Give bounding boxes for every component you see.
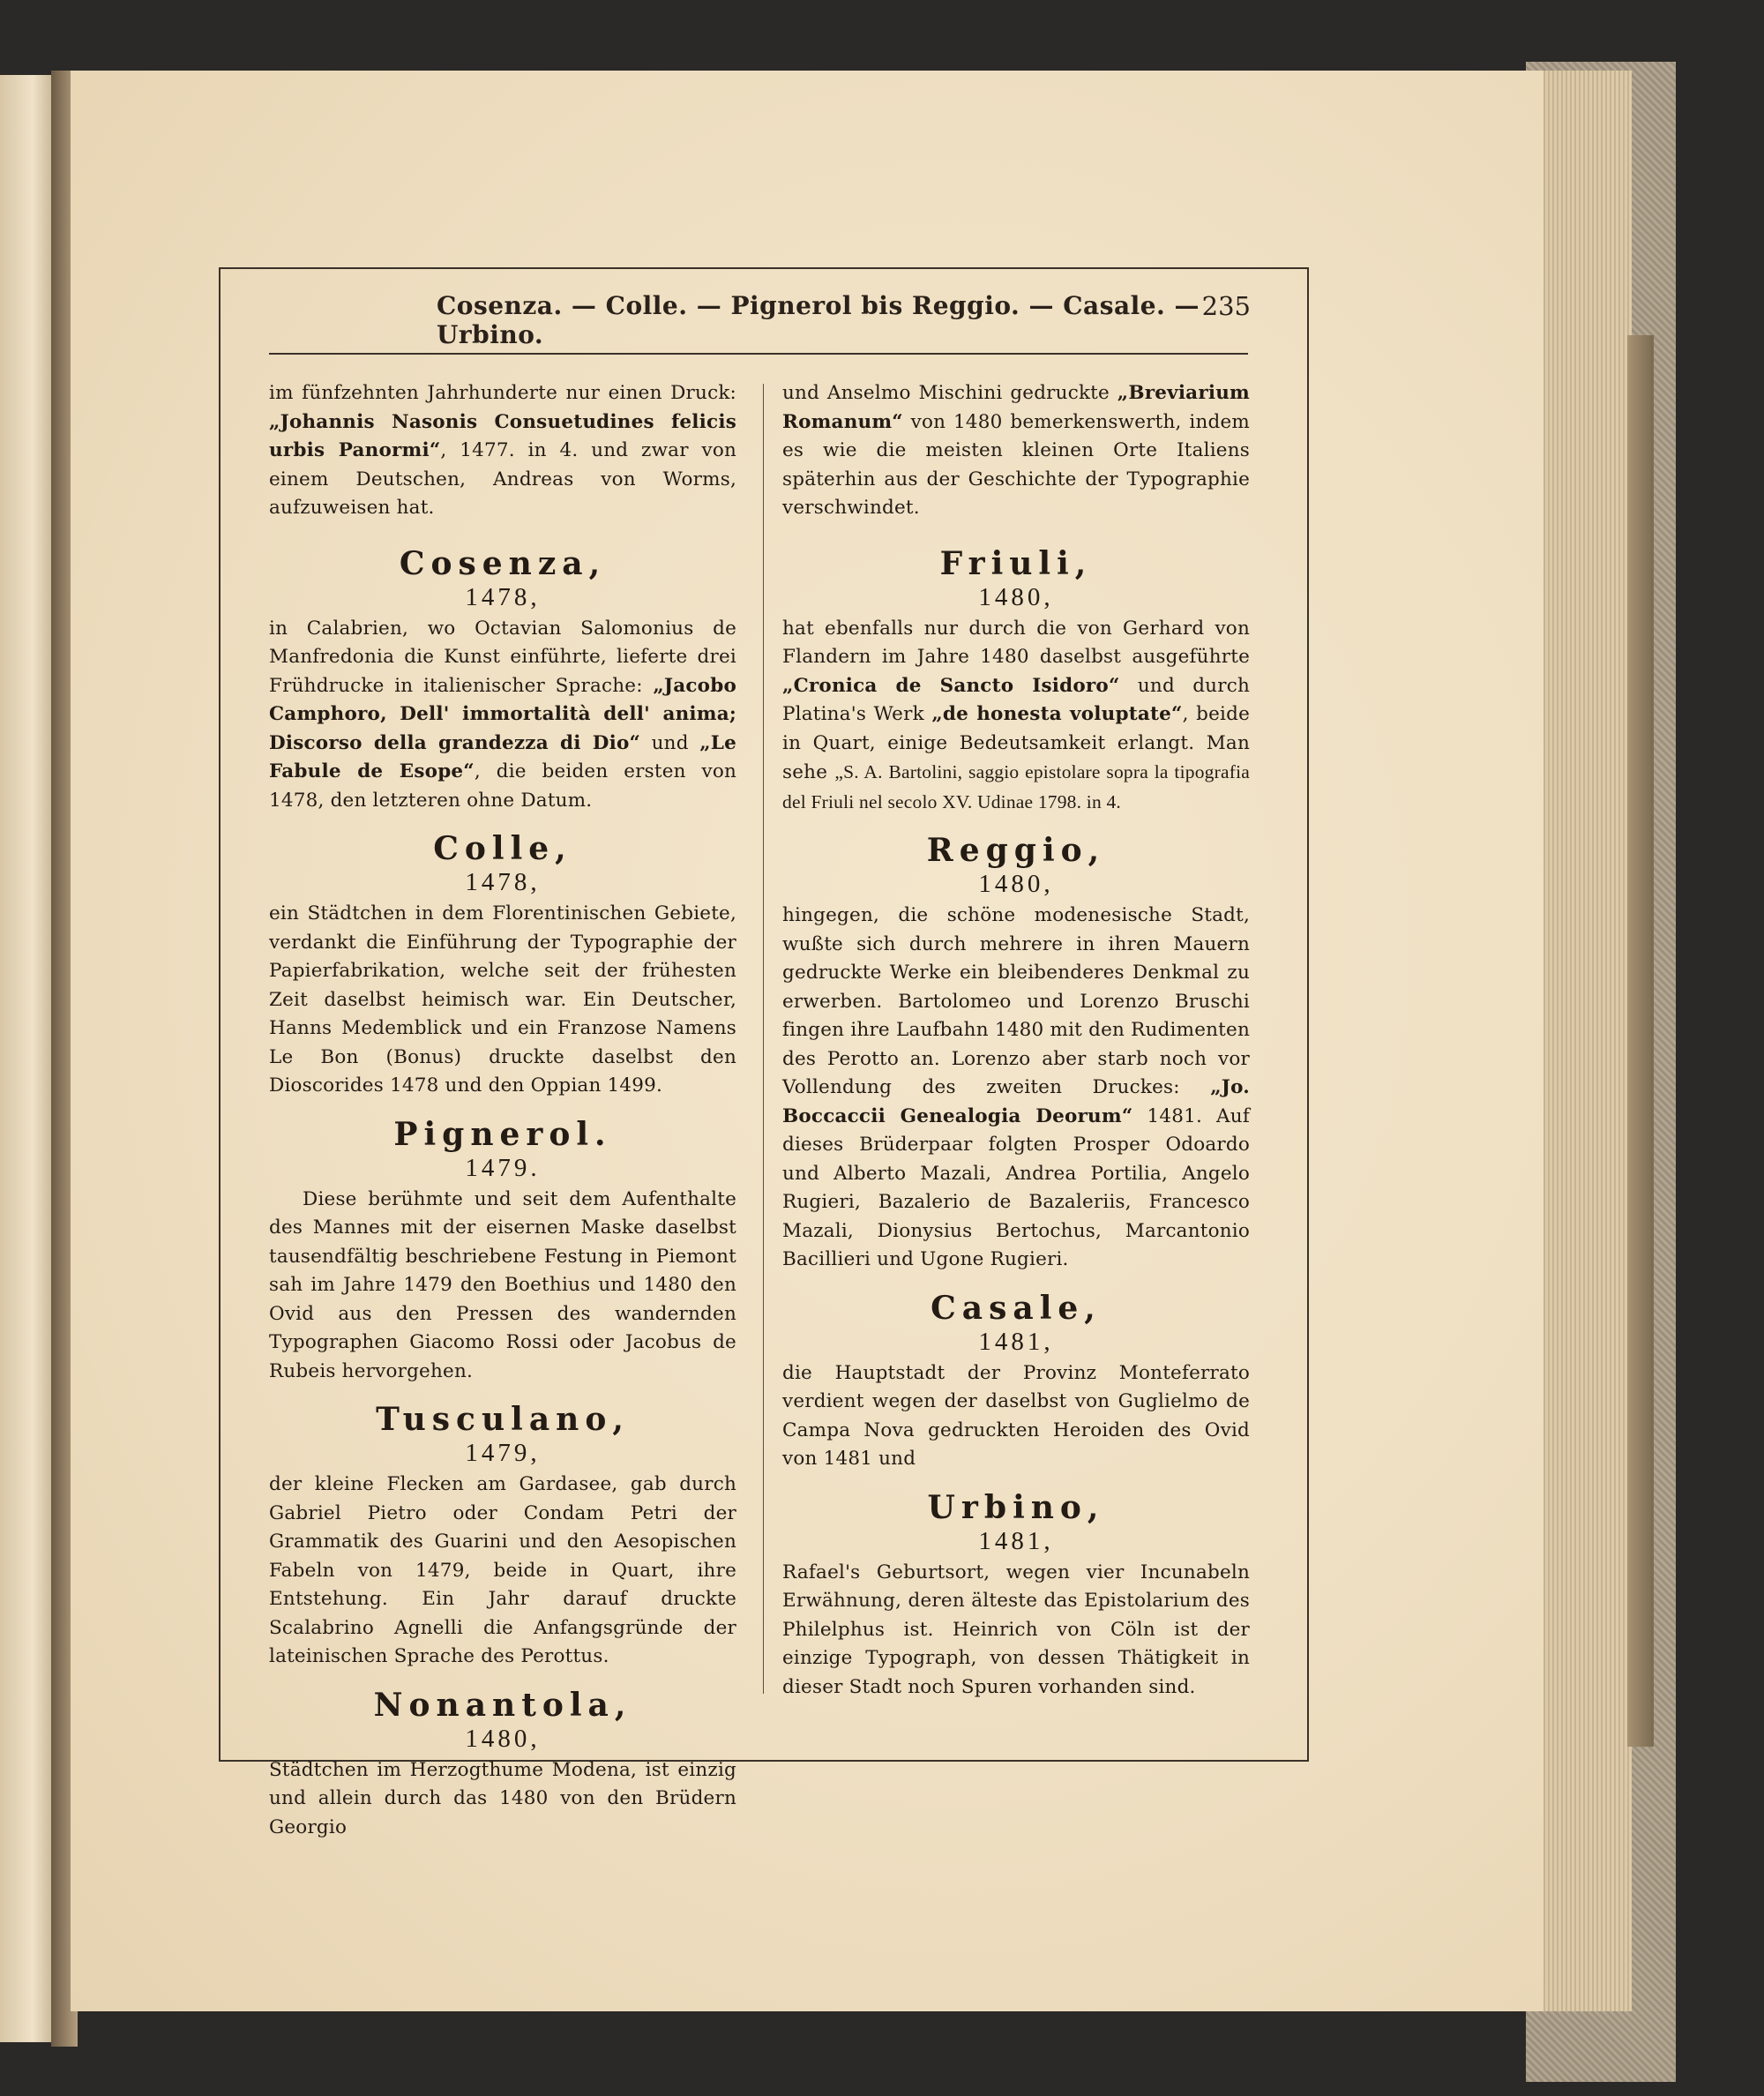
page-stack-shadow xyxy=(1627,335,1654,1747)
left-column xyxy=(269,379,736,1842)
reggio-text: hingegen, die schöne modenesische Stadt, wußte sich durch mehrere in ihren Mauern gedruckte Werke ein bleibenderes Denkmal zu erwerben. Bartolomeo und Lorenzo Bruschi fingen ihre Laufbahn 1480 mit den Rudimenten des Perotto an. Lorenzo aber starb noch vor Vollendung des zweiten Druckes: xyxy=(782,904,1250,1098)
paragraph-casale: die Hauptstadt der Provinz Monteferrato verdient wegen der daselbst von Guglielmo de Campa Nova gedruckten Heroiden des Ovid von 1481 und xyxy=(782,1361,1250,1470)
heading-friuli: Friuli, xyxy=(939,544,1093,582)
page-number: 235 xyxy=(1201,291,1251,321)
year-casale: 1481, xyxy=(978,1327,1054,1356)
paragraph-tusculano: der kleine Flecken am Gardasee, gab durch Gabriel Pietro oder Condam Petri der Grammatik des Guarini und den Aesopischen Fabeln von 1479, beide in Quart, ihre Entstehung. Ein Jahr darauf druckte Scalabrino Agnelli die Anfangsgründe der lateinischen Sprache des Perottus. xyxy=(269,1473,736,1667)
year-pignerol: 1479. xyxy=(465,1153,541,1182)
year-colle: 1478, xyxy=(465,868,541,896)
cosenza-text-2: und xyxy=(640,731,700,754)
friuli-text: hat ebenfalls nur durch die von Gerhard von Flandern im Jahre 1480 daselbst ausgeführte xyxy=(782,617,1250,668)
heading-colle: Colle, xyxy=(433,830,572,867)
cosenza-text-3: , die beiden ersten von 1478, den letzteren ohne Datum. xyxy=(269,760,737,812)
year-cosenza: 1478, xyxy=(465,582,541,611)
year-tusculano: 1479, xyxy=(465,1439,541,1467)
paragraph-reggio xyxy=(782,902,1250,1275)
paragraph-cosenza xyxy=(269,615,736,816)
paragraph-pignerol: Diese berühmte und seit dem Aufenthalte des Mannes mit der eisernen Maske daselbst tausendfältig beschriebene Festung in Piemont sah im Jahre 1479 den Boethius und 1480 den Ovid aus den Pressen des wandernden Typographen Giacomo Rossi oder Jacobus de Rubeis hervorgehen. xyxy=(269,1187,736,1382)
continuation-paragraph xyxy=(782,379,1250,523)
intro-text: im fünfzehnten Jahrhunderte nur einen Druck: xyxy=(269,382,736,404)
paragraph-urbino: Rafael's Geburtsort, wegen vier Incunabeln Erwähnung, deren älteste das Epistolarium des Philelphus ist. Heinrich von Cöln ist der einzige Typograph, von dessen Thätigkeit in dieser Stadt noch Spuren vorhanden sind. xyxy=(782,1561,1250,1698)
reggio-text-2: 1481. Auf dieses Brüderpaar folgten Prosper Odoardo und Alberto Mazali, Andrea Portilia, Angelo Rugieri, Bazalerio de Bazaleriis, Francesco Mazali, Dionysius Bertochus, Marcantonio Bacillieri und Ugone Rugieri. xyxy=(782,1104,1250,1270)
cosenza-title-2: „Le Fabule de Esope“ xyxy=(269,731,736,782)
page-stack-edge xyxy=(1535,71,1632,2011)
paragraph-nonantola: Städtchen im Herzogthume Modena, ist einzig und allein durch das 1480 von den Brüdern Georgio xyxy=(269,1758,736,1838)
year-reggio: 1480, xyxy=(978,870,1054,898)
year-friuli: 1480, xyxy=(978,582,1054,611)
heading-cosenza: Cosenza, xyxy=(399,544,607,582)
running-title: Cosenza. — Colle. — Pignerol bis Reggio. — Casale. — Urbino. xyxy=(437,291,1200,349)
page-header xyxy=(265,291,1251,349)
cosenza-title-1: „Jacobo Camphoro, Dell' immortalità dell' anima; Discorso della grandezza di Dio“ xyxy=(269,674,736,754)
intro-paragraph xyxy=(269,379,736,523)
year-nonantola: 1480, xyxy=(465,1724,541,1753)
intro-title: „Johannis Nasonis Consuetudines felicis urbis Panormi“ xyxy=(269,410,736,461)
heading-casale: Casale, xyxy=(931,1289,1102,1327)
left-page-edge xyxy=(0,75,55,2042)
reggio-title: „Jo. Boccaccii Genealogia Deorum“ xyxy=(782,1076,1250,1127)
friuli-title-1: „Cronica de Sancto Isidoro“ xyxy=(782,674,1120,697)
friuli-reference: „S. A. Bartolini, saggio epistolare sopra la tipografia del Friuli nel secolo XV. Udinae 1798. in 4. xyxy=(782,761,1250,812)
header-rule xyxy=(269,353,1248,355)
cosenza-text: in Calabrien, wo Octavian Salomonius de Manfredonia die Kunst einführte, lieferte drei Frühdrucke in italienischer Sprache: xyxy=(269,617,736,697)
column-divider xyxy=(763,384,764,1694)
paragraph-colle: ein Städtchen in dem Florentinischen Gebiete, verdankt die Einführung der Typographie der Papierfabrikation, welche seit der frühesten Zeit daselbst heimisch war. Ein Deutscher, Hanns Medemblick und ein Franzose Namens Le Bon (Bonus) druckte daselbst den Dioscorides 1478 und den Oppian 1499. xyxy=(269,902,736,1097)
heading-pignerol: Pignerol. xyxy=(393,1115,612,1153)
paragraph-friuli xyxy=(782,615,1250,818)
friuli-text-3: , beide in Quart, einige Bedeutsamkeit erlangt. Man sehe xyxy=(782,703,1250,783)
cont-title: „Breviarium Romanum“ xyxy=(782,382,1250,433)
cont-text-end: von 1480 bemerkenswerth, indem es wie die meisten kleinen Orte Italiens späterhin aus der Geschichte der Typographie verschwindet. xyxy=(782,410,1250,519)
heading-tusculano: Tusculano, xyxy=(376,1401,630,1438)
heading-nonantola: Nonantola, xyxy=(373,1686,632,1724)
right-column xyxy=(782,379,1250,1702)
heading-urbino: Urbino, xyxy=(927,1488,1105,1526)
friuli-text-2: und durch Platina's Werk xyxy=(782,674,1250,725)
heading-reggio: Reggio, xyxy=(926,832,1106,869)
intro-text-end: , 1477. in 4. und zwar von einem Deutschen, Andreas von Worms, aufzuweisen hat. xyxy=(269,439,737,519)
year-urbino: 1481, xyxy=(978,1526,1054,1555)
cont-text: und Anselmo Mischini gedruckte xyxy=(782,382,1117,404)
friuli-title-2: „de honesta voluptate“ xyxy=(931,703,1183,725)
